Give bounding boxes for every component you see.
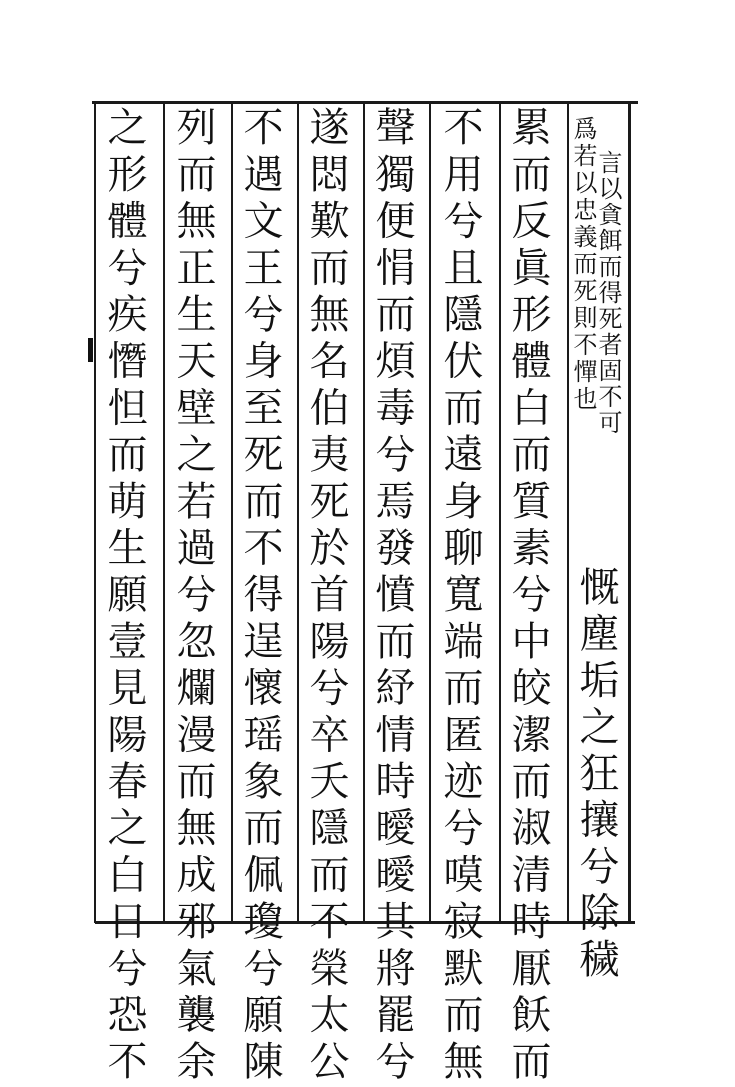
main-text-column-5: 遂悶歎而無名伯夷死於首陽兮卒夭隱而不榮太公 xyxy=(303,106,349,1087)
main-text-column-1: 慨塵垢之狂攘兮除穢 xyxy=(573,566,619,985)
frame-top-border xyxy=(92,101,638,104)
main-text-column-7: 列而無正生天壁之若過兮忽爛漫而無成邪氣襲余 xyxy=(170,106,216,1087)
column-divider xyxy=(297,104,299,921)
column-divider xyxy=(363,104,365,921)
main-text-column-8: 之形體兮疾憯怛而萌生願壹見陽春之白日兮恐不 xyxy=(101,106,147,1087)
column-divider xyxy=(231,104,233,921)
main-text-column-3: 不用兮且隱伏而遠身聊寬端而匿迹兮嗼寂默而無 xyxy=(437,106,483,1087)
commentary-line-right: 言以貪餌而得死者固不可 xyxy=(594,150,622,436)
main-text-column-4: 聲獨便悁而煩毒兮焉發憤而紓情時曖曖其將罷兮 xyxy=(369,106,415,1087)
column-divider xyxy=(163,104,165,921)
frame-left-border xyxy=(94,101,96,923)
frame-right-border xyxy=(628,101,631,923)
main-text-column-6: 不遇文王兮身至死而不得逞懷瑶象而佩瓊兮願陳 xyxy=(237,106,283,1087)
commentary-line-left: 爲若以忠義而死則不憚也 xyxy=(569,116,597,413)
margin-mark xyxy=(88,338,93,362)
column-divider xyxy=(499,104,501,921)
main-text-column-2: 累而反眞形體白而質素兮中皎潔而淑清時厭飫而 xyxy=(505,106,551,1087)
column-divider xyxy=(429,104,431,921)
